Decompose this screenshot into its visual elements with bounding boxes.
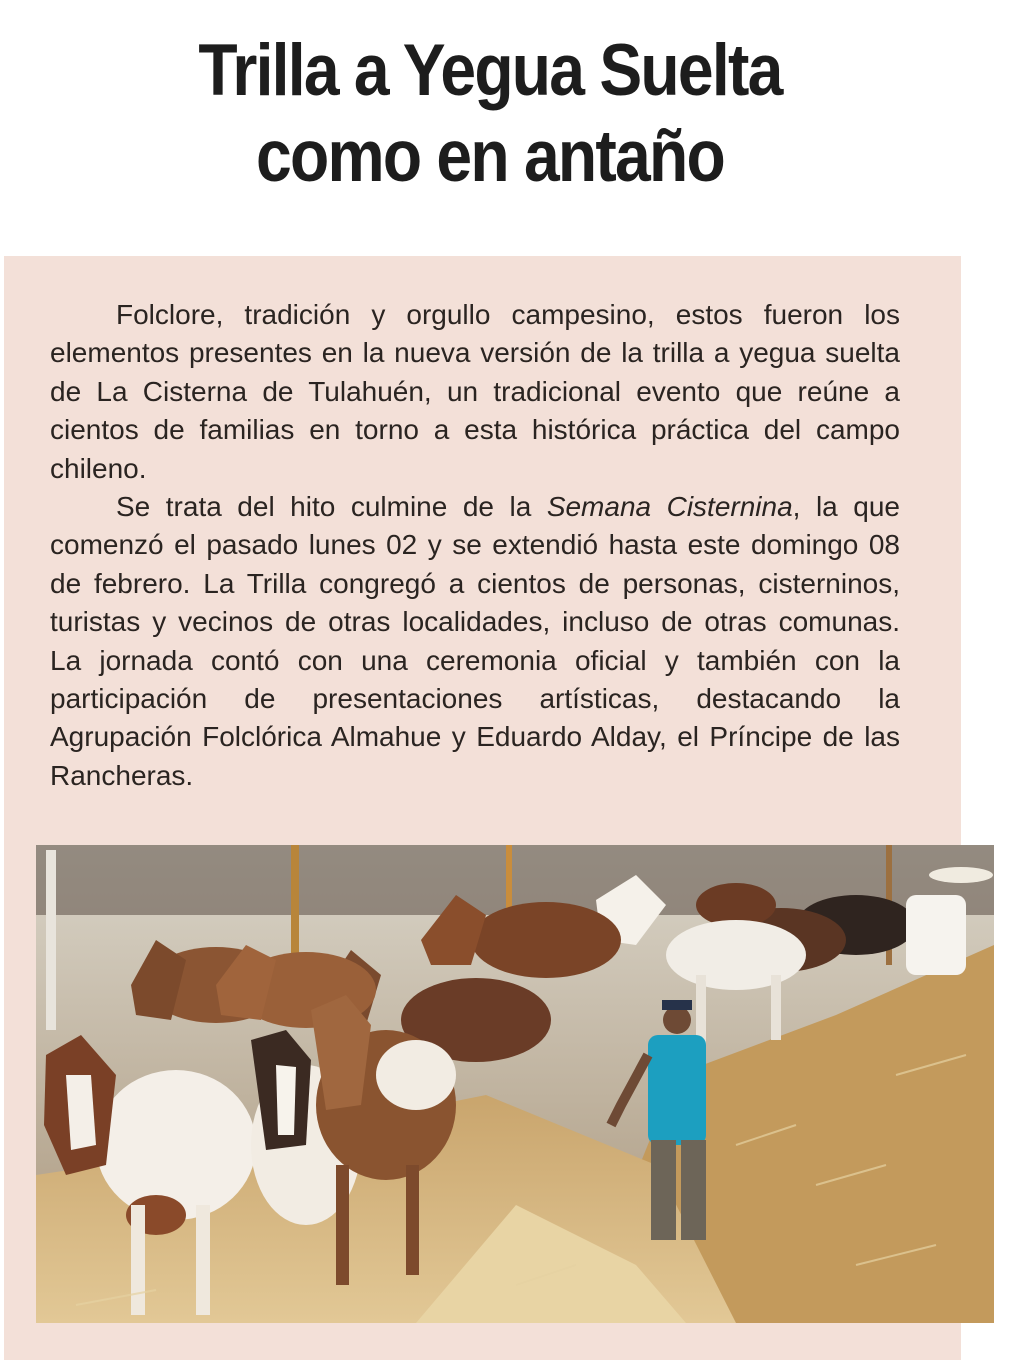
paragraph-2-start: Se trata del hito culmine de la [116,491,547,523]
paragraph-2-end: , la que comenzó el pasado lunes 02 y se extendió hasta este domingo 08 de febrero. La Trilla congregó a cientos de personas, cisterninos, turistas y vecinos de otras localidades, incluso de otras comunas. La jornada contó con una ceremonia oficial y también con la participación de presentaciones artísticas, destacando la Agrupación Folclórica Almahue y Eduardo Alday, el Príncipe de las Rancheras. [50,491,900,791]
paragraph-1: Folclore, tradición y orgullo campesino, estos fueron los elementos presentes en la nueva versión de la trilla a yegua suelta de La Cisterna de Tulahuén, un tradicional evento que reúne a cientos de familias en torno a esta histórica práctica del campo chileno. [50,299,900,484]
article-body [50,296,900,795]
event-name: Semana Cisternina [546,491,793,523]
photo-illustration [36,845,994,1323]
headline-line-2: como en antaño [256,116,724,197]
headline [59,28,921,200]
paragraph-2 [50,488,900,795]
headline-line-1: Trilla a Yegua Suelta [198,30,782,111]
horses-threshing-photo [36,845,994,1323]
